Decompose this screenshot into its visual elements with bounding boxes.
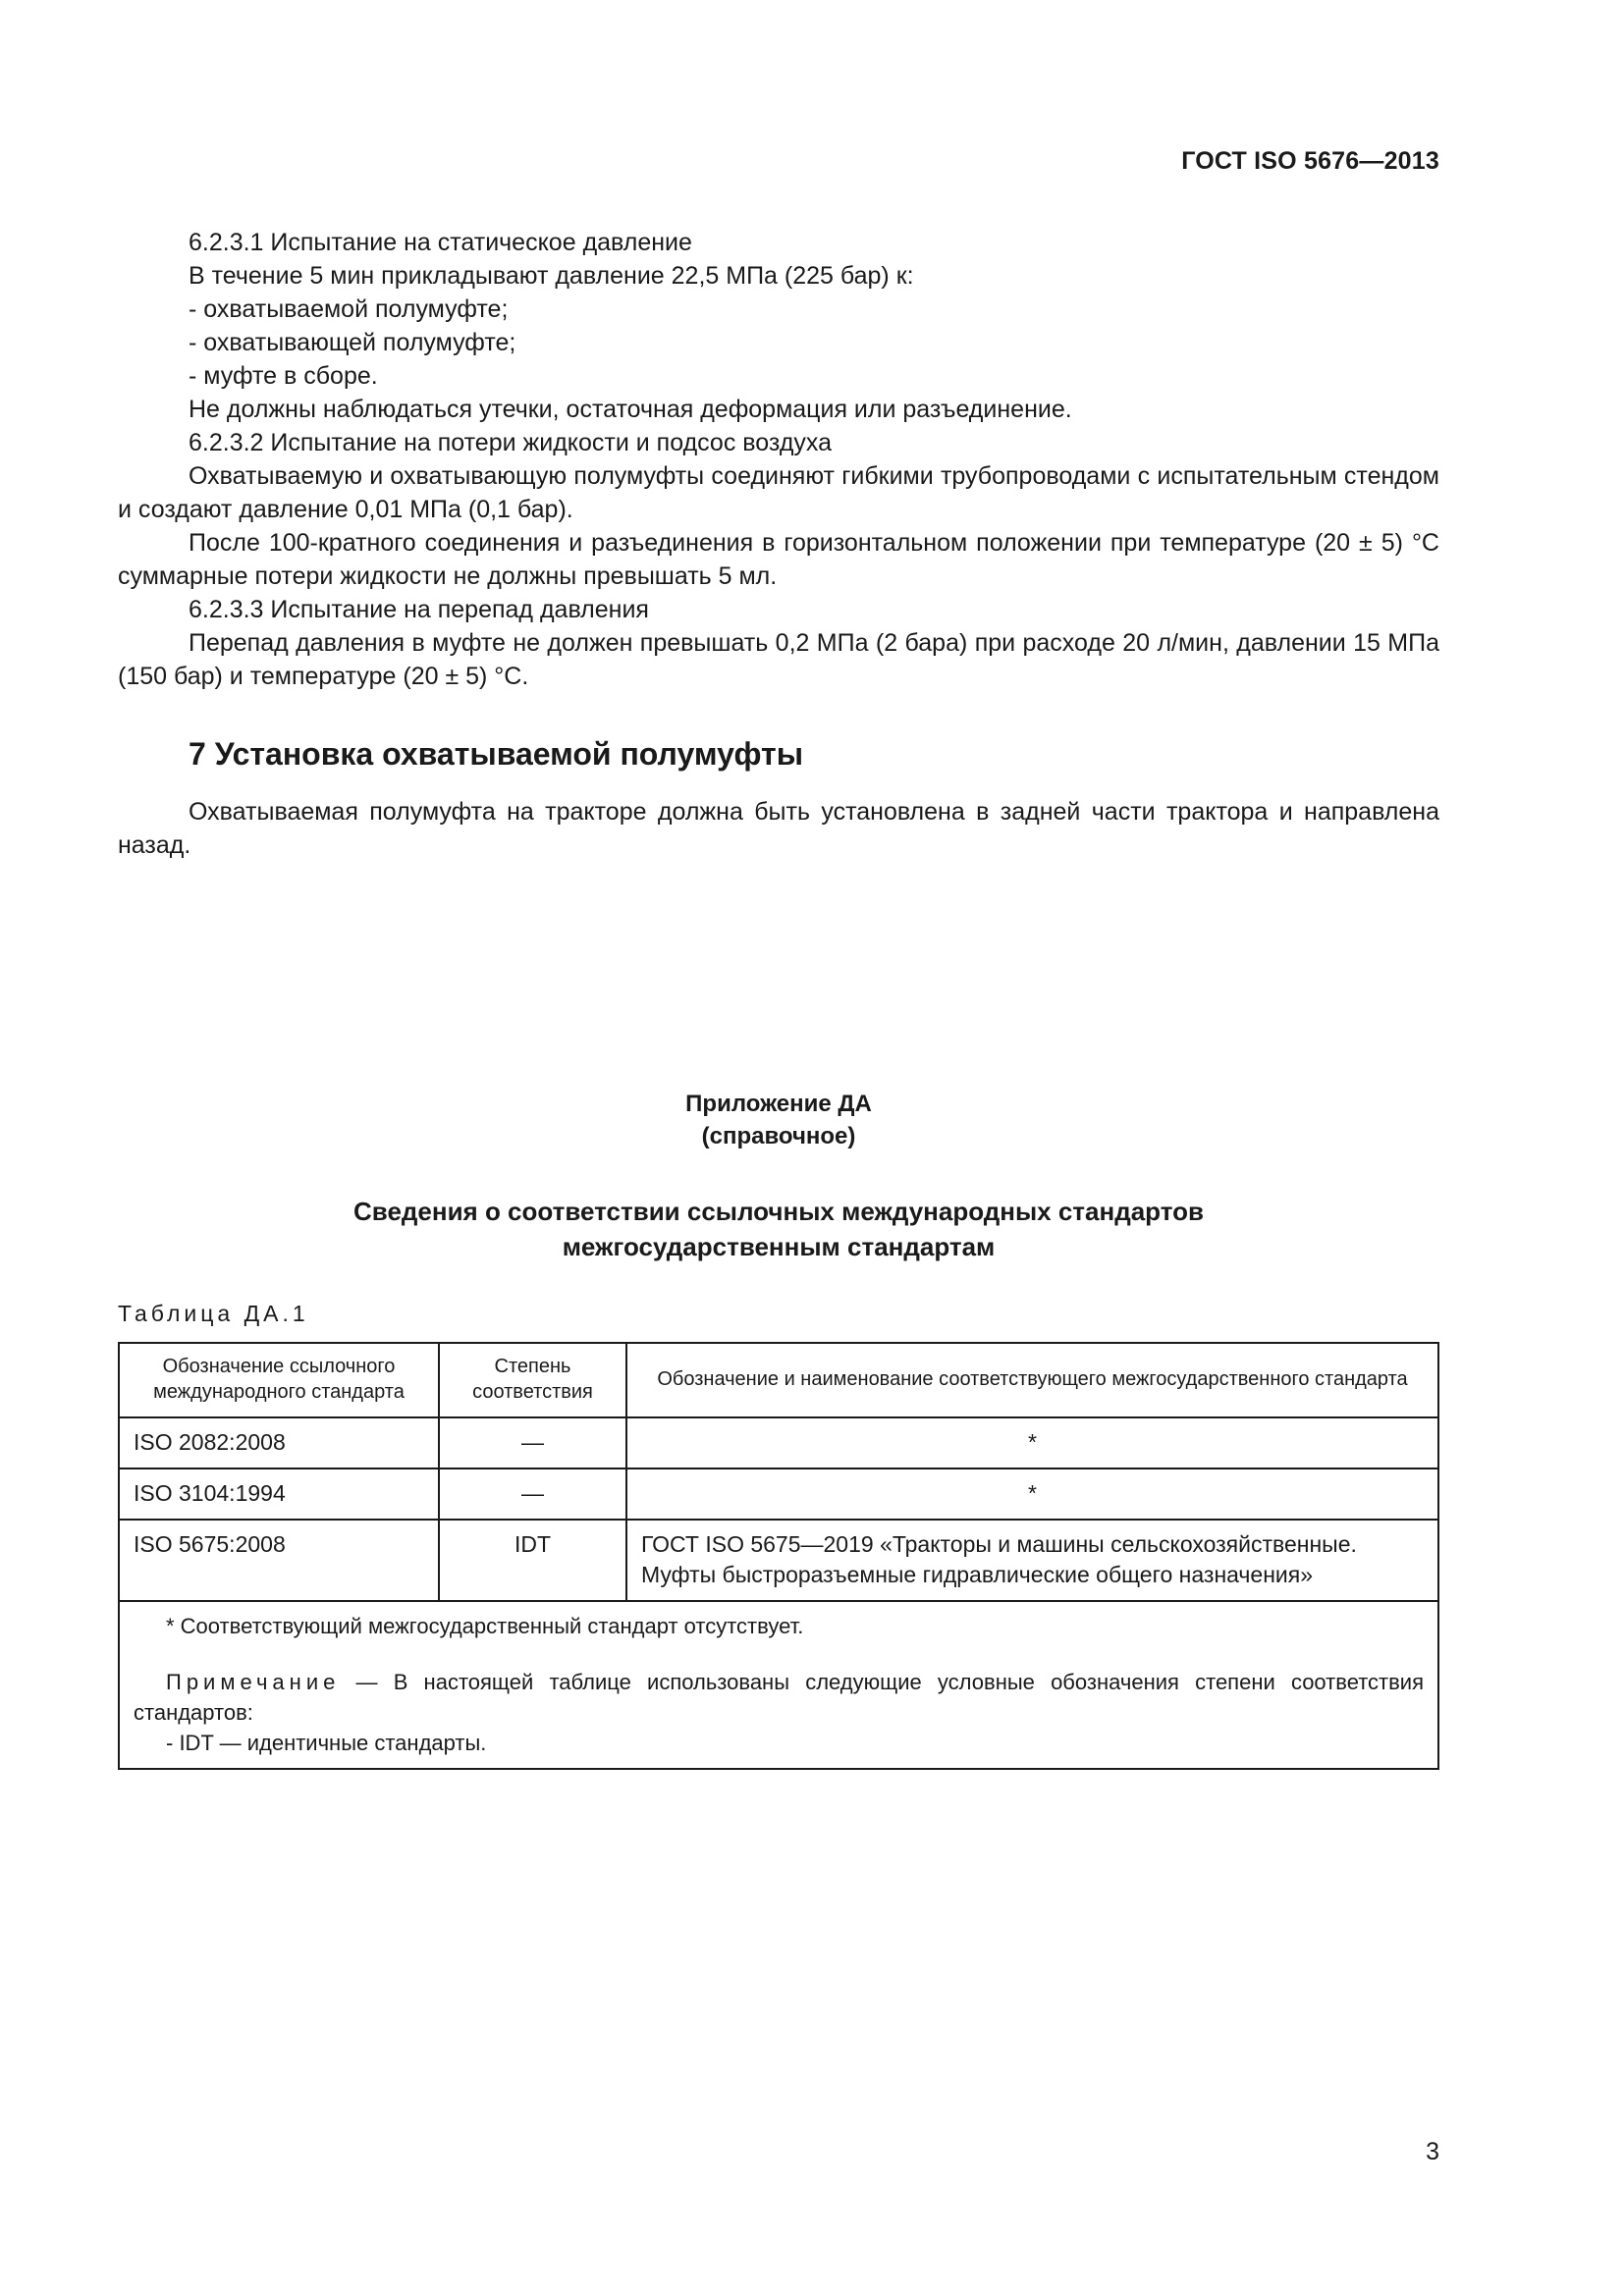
paragraph: Перепад давления в муфте не должен превышать 0,2 МПа (2 бара) при расходе 20 л/мин, давлении 15 МПа (150 бар) и температуре (20 ± 5) °C. [118,629,1439,690]
cell-national: * [626,1468,1438,1520]
table-header-row [119,1343,1438,1417]
table-row [119,1468,1438,1520]
cell-degree: IDT [439,1520,626,1601]
annex-title: Приложение ДА [685,1091,872,1117]
annex-subject [118,1194,1439,1264]
annex-kind: (справочное) [701,1123,856,1149]
annex-subject-line-1: Сведения о соответствии ссылочных международных стандартов [353,1197,1204,1226]
table-row [119,1520,1438,1601]
clause-6-2-3-1-title: 6.2.3.1 Испытание на статическое давление [189,229,692,256]
column-header-ref: Обозначение ссылочного международного стандарта [119,1343,439,1417]
document-designation: ГОСТ ISO 5676—2013 [1181,147,1439,175]
section-7-title: 7 Установка охватываемой полумуфты [189,736,804,772]
table-caption: Таблица ДА.1 [118,1301,309,1326]
annex-heading [118,1088,1439,1264]
cell-ref: ISO 5675:2008 [119,1520,439,1601]
column-header-national: Обозначение и наименование соответствующего межгосударственного стандарта [626,1343,1438,1417]
table-footer [119,1601,1438,1769]
cell-ref: ISO 2082:2008 [119,1417,439,1468]
column-header-degree: Степень соответствия [439,1343,626,1417]
cell-ref: ISO 3104:1994 [119,1468,439,1520]
paragraph: Не должны наблюдаться утечки, остаточная деформация или разъединение. [189,396,1072,423]
list-item: - муфте в сборе. [189,362,378,390]
note-label: Примечание [166,1670,341,1694]
paragraph: Охватываемую и охватывающую полумуфты соединяют гибкими трубопроводами с испытательным стендом и создают давление 0,01 МПа (0,1 бар). [118,462,1439,523]
paragraph: В течение 5 мин прикладывают давление 22,5 МПа (225 бар) к: [189,262,914,290]
cell-national: ГОСТ ISO 5675—2019 «Тракторы и машины сельскохозяйственные. Муфты быстроразъемные гидравлические общего назначения» [626,1520,1438,1601]
clause-6-2-3-2-title: 6.2.3.2 Испытание на потери жидкости и подсос воздуха [189,429,833,456]
table-row [119,1417,1438,1468]
table-note [134,1667,1424,1728]
section-7-text: Охватываемая полумуфта на тракторе должна быть установлена в задней части трактора и направлена назад. [118,798,1439,859]
list-item: - охватывающей полумуфте; [189,329,516,356]
cell-degree: — [439,1417,626,1468]
body-text [118,226,1439,862]
annex-subject-line-2: межгосударственным стандартам [562,1232,996,1261]
page-number: 3 [1426,2138,1439,2165]
note-list-item: - IDT — идентичные стандарты. [166,1731,487,1755]
note-text: — В настоящей таблице использованы следующие условные обозначения степени соответствия стандартов: [134,1670,1424,1725]
table-footnote: * Соответствующий межгосударственный стандарт отсутствует. [166,1614,804,1638]
list-item: - охватываемой полумуфте; [189,295,509,323]
cell-national: * [626,1417,1438,1468]
paragraph: После 100-кратного соединения и разъединения в горизонтальном положении при температуре (20 ± 5) °C суммарные потери жидкости не должны превышать 5 мл. [118,529,1439,590]
cell-degree: — [439,1468,626,1520]
standards-correspondence-table [118,1342,1439,1770]
clause-6-2-3-3-title: 6.2.3.3 Испытание на перепад давления [189,596,649,623]
table-footer-row [119,1601,1438,1769]
